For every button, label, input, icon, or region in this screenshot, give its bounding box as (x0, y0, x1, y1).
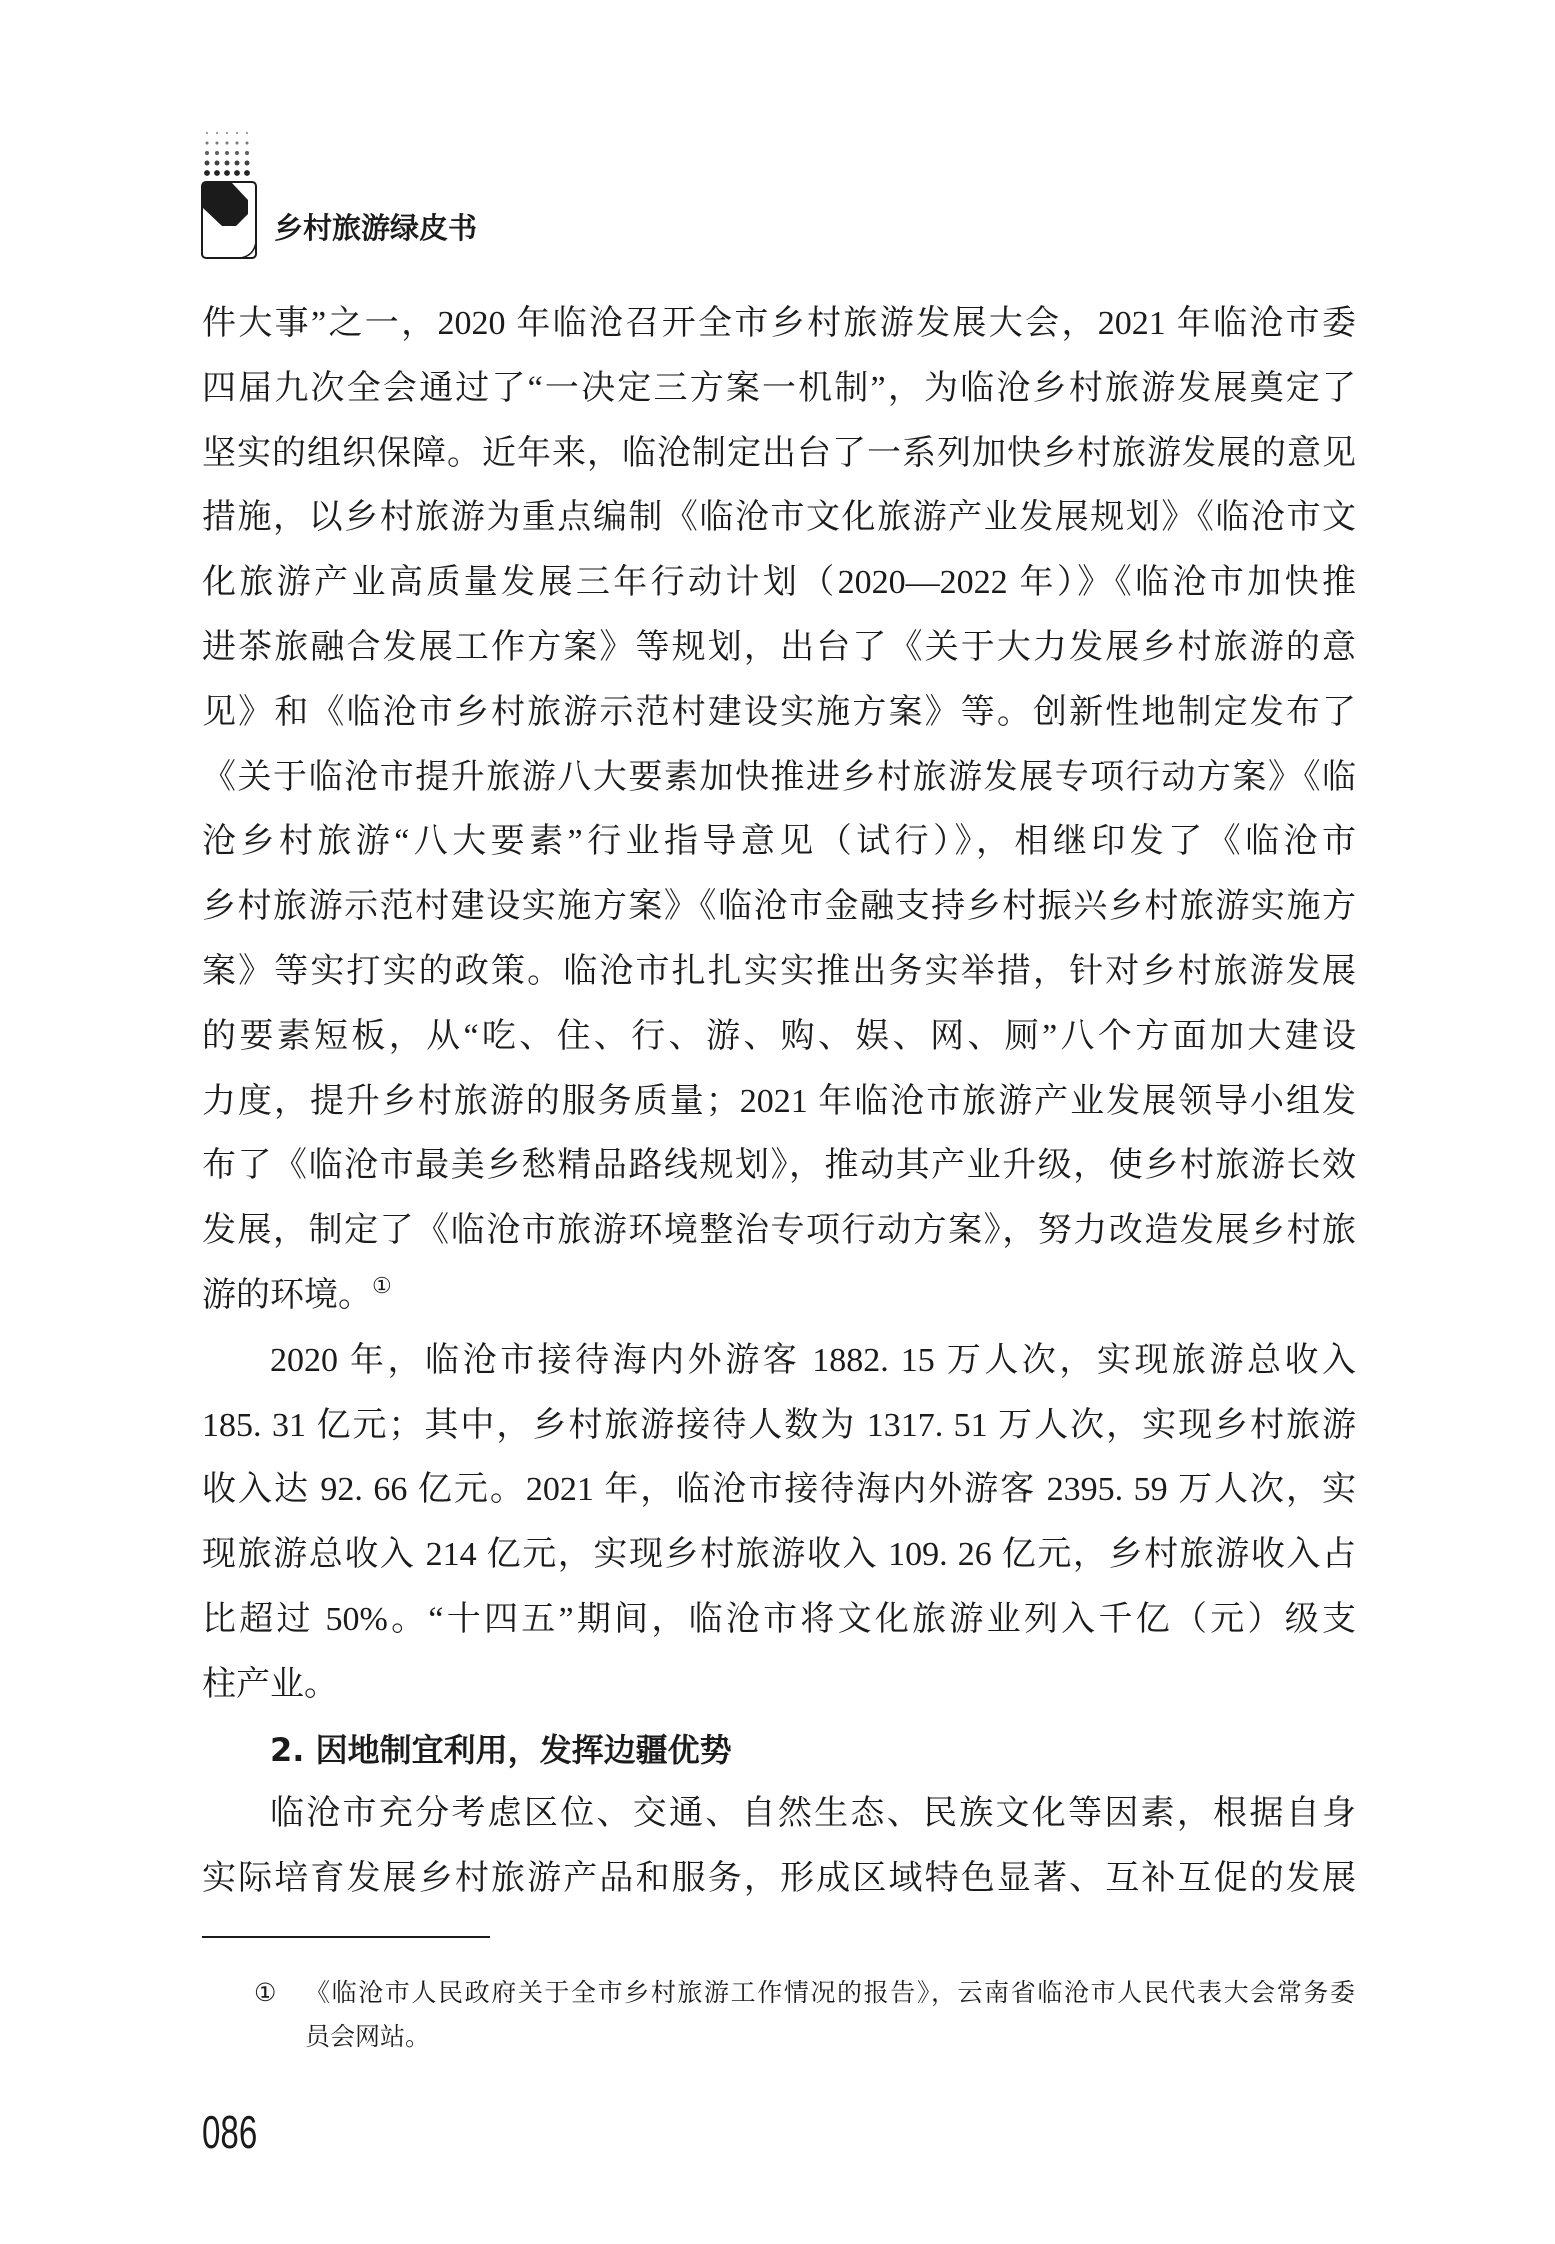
logo-dot (215, 161, 220, 166)
logo-dot (246, 132, 248, 134)
logo-dot (245, 141, 248, 144)
body-line: 实际培育发展乡村旅游产品和服务，形成区域特色显著、互补互促的发展 (202, 1860, 1356, 1898)
body-line: 件大事”之一，2020 年临沧召开全市乡村旅游发展大会，2021 年临沧市委 (202, 305, 1356, 342)
page-number: 086 (202, 2106, 258, 2158)
body-line: 沧乡村旅游“八大要素”行业指导意见（试行）》，相继印发了《临沧市 (202, 823, 1356, 861)
body-line: 的要素短板，从“吃、住、行、游、购、娱、网、厕”八个方面加大建设 (202, 1017, 1356, 1055)
logo-dot (216, 132, 218, 134)
section-heading: 2. 因地制宜利用，发挥边疆优势 (270, 1730, 732, 1769)
book-series-logo-icon (196, 124, 266, 264)
logo-dot (215, 141, 218, 144)
body-line: 185. 31 亿元；其中，乡村旅游接待人数为 1317. 51 万人次，实现乡村旅游 (202, 1406, 1356, 1444)
body-line: 2020 年，临沧市接待海内外游客 1882. 15 万人次，实现旅游总收入 (270, 1341, 1356, 1379)
body-text (202, 292, 1356, 1912)
footnote-line: 《临沧市人民政府关于全市乡村旅游工作情况的报告》，云南省临沧市人民代表大会常务委 (305, 1980, 1355, 2007)
logo-dot (206, 132, 208, 134)
logo-dot (225, 151, 229, 155)
logo-dot-grid (204, 132, 250, 176)
logo-dot (244, 170, 250, 176)
body-line: 临沧市充分考虑区位、交通、自然生态、民族文化等因素，根据自身 (270, 1795, 1356, 1833)
body-line: 发展，制定了《临沧市旅游环境整治专项行动方案》，努力改造发展乡村旅 (202, 1212, 1356, 1250)
logo-dot (225, 161, 230, 166)
running-header-title: 乡村旅游绿皮书 (274, 211, 478, 245)
body-line: 力度，提升乡村旅游的服务质量；2021 年临沧市旅游产业发展领导小组发 (202, 1082, 1356, 1120)
body-line: 收入达 92. 66 亿元。2021 年，临沧市接待海内外游客 2395. 59 万人次，实 (202, 1471, 1356, 1509)
logo-dot (226, 132, 228, 134)
logo-dot (224, 170, 230, 176)
body-line: 进茶旅融合发展工作方案》等规划，出台了《关于大力发展乡村旅游的意 (202, 628, 1356, 666)
logo-dot (204, 170, 210, 176)
footnote-text (305, 1972, 1355, 2060)
logo-dot (215, 151, 219, 155)
logo-dot (245, 151, 249, 155)
body-line: 四届九次全会通过了“一决定三方案一机制”，为临沧乡村旅游发展奠定了 (202, 369, 1356, 407)
logo-dot (235, 151, 239, 155)
logo-page-curl (240, 242, 256, 258)
body-line: 见》和《临沧市乡村旅游示范村建设实施方案》等。创新性地制定发布了 (202, 693, 1356, 731)
body-line: 《关于临沧市提升旅游八大要素加快推进乡村旅游发展专项行动方案》《临 (202, 758, 1356, 796)
body-line: 措施，以乡村旅游为重点编制《临沧市文化旅游产业发展规划》《临沧市文 (202, 499, 1356, 537)
footnote-divider (202, 1936, 490, 1938)
logo-dot (235, 141, 238, 144)
logo-dot (205, 161, 210, 166)
footnote-marker: ① (254, 1980, 277, 2007)
body-line (202, 1264, 1356, 1329)
logo-dot (235, 161, 240, 166)
body-line: 布了《临沧市最美乡愁精品路线规划》，推动其产业升级，使乡村旅游长效 (202, 1147, 1356, 1185)
logo-dot (234, 170, 240, 176)
logo-dot (236, 132, 238, 134)
body-line: 现旅游总收入 214 亿元，实现乡村旅游收入 109. 26 亿元，乡村旅游收入占 (202, 1536, 1356, 1574)
logo-dot (214, 170, 220, 176)
body-line: 比超过 50%。“十四五”期间，临沧市将文化旅游业列入千亿（元）级支 (202, 1600, 1356, 1638)
body-line: 案》等实打实的政策。临沧市扎扎实实推出务实举措，针对乡村旅游发展 (202, 952, 1356, 990)
body-line: 柱产业。 (202, 1665, 338, 1703)
footnote-line: 员会网站。 (305, 2024, 431, 2051)
footnote-reference[interactable]: ① (372, 1272, 392, 1298)
logo-dot (205, 141, 208, 144)
logo-dot (205, 151, 209, 155)
logo-dot (225, 141, 228, 144)
body-line: 坚实的组织保障。近年来，临沧制定出台了一系列加快乡村旅游发展的意见 (202, 434, 1356, 472)
body-line-text: 游的环境。 (202, 1276, 372, 1314)
logo-bookmark-shape (203, 183, 248, 226)
body-line: 乡村旅游示范村建设实施方案》《临沧市金融支持乡村振兴乡村旅游实施方 (202, 888, 1356, 926)
body-line: 化旅游产业高质量发展三年行动计划（2020—2022 年）》《临沧市加快推 (202, 564, 1356, 602)
logo-dot (245, 161, 250, 166)
